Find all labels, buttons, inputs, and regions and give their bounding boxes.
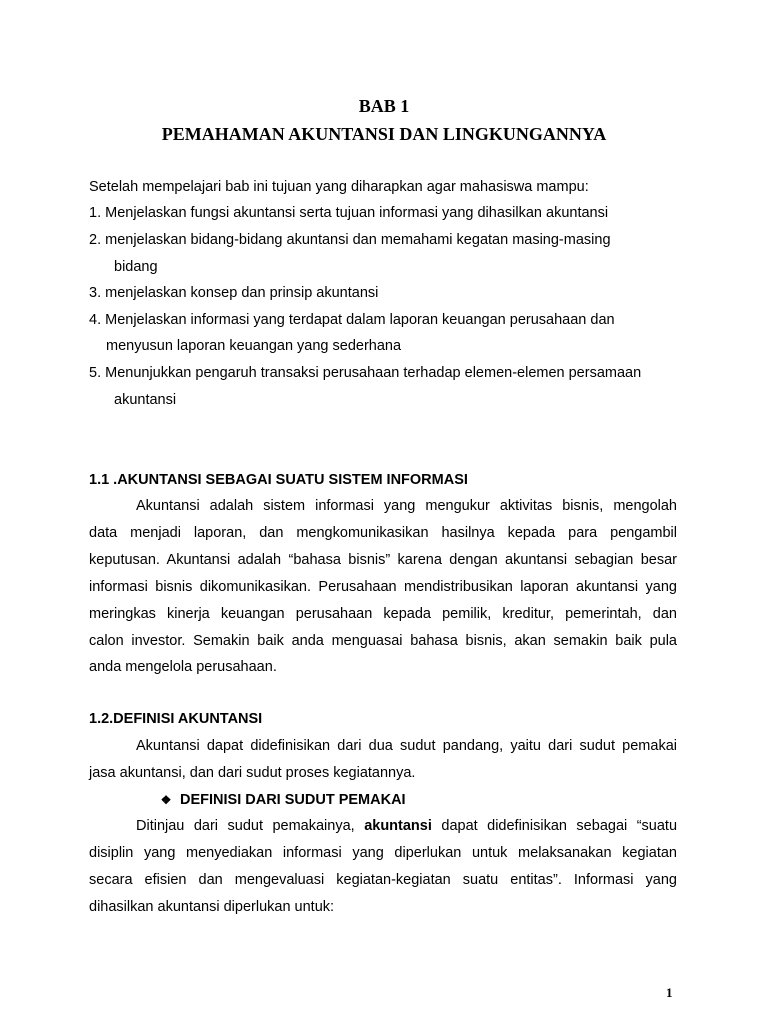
subheading-text: DEFINISI DARI SUDUT PEMAKAI — [180, 792, 406, 808]
section-heading-1-1: 1.1 .AKUNTANSI SEBAGAI SUATU SISTEM INFORMASI — [89, 472, 468, 488]
objective-item-5: 5. Menunjukkan pengaruh transaksi perusahaan terhadap elemen-elemen persamaan — [89, 365, 642, 381]
diamond-bullet-icon: ❖ — [160, 793, 172, 807]
paragraph-line: disiplin yang menyediakan informasi yang diperlukan untuk melaksanakan kegiatan — [89, 845, 677, 861]
paragraph-line: secara efisien dan mengevaluasi kegiatan-kegiatan suatu entitas”. Informasi yang — [89, 872, 677, 888]
paragraph-line: Akuntansi dapat didefinisikan dari dua sudut pandang, yaitu dari sudut pemakai — [136, 738, 677, 754]
paragraph-line: meringkas kinerja keuangan perusahaan kepada pemilik, kreditur, pemerintah, dan — [89, 606, 677, 622]
objective-item-3: 3. menjelaskan konsep dan prinsip akuntansi — [89, 285, 379, 301]
objective-item-4: 4. Menjelaskan informasi yang terdapat dalam laporan keuangan perusahaan dan — [89, 312, 615, 328]
definition-prefix: Ditinjau dari sudut pemakainya, — [136, 818, 355, 834]
paragraph-line: keputusan. Akuntansi adalah “bahasa bisnis” karena dengan akuntansi sebagian besar — [89, 552, 677, 568]
objective-item-2-continued: bidang — [114, 259, 158, 275]
chapter-title: PEMAHAMAN AKUNTANSI DAN LINGKUNGANNYA — [161, 124, 607, 144]
paragraph-line: calon investor. Semakin baik anda menguasai bahasa bisnis, akan semakin baik pula — [89, 633, 677, 649]
chapter-label: BAB 1 — [358, 96, 410, 116]
objective-item-5-continued: akuntansi — [114, 392, 177, 408]
section-heading-1-2: 1.2.DEFINISI AKUNTANSI — [89, 711, 263, 727]
definition-suffix: dapat didefinisikan sebagai “suatu — [441, 818, 678, 834]
subheading-user-perspective — [158, 790, 406, 810]
paragraph-line — [136, 816, 677, 836]
objectives-intro: Setelah mempelajari bab ini tujuan yang diharapkan agar mahasiswa mampu: — [89, 179, 589, 195]
objective-item-1: 1. Menjelaskan fungsi akuntansi serta tujuan informasi yang dihasilkan akuntansi — [89, 205, 609, 221]
paragraph-line: jasa akuntansi, dan dari sudut proses kegiatannya. — [89, 765, 416, 781]
paragraph-line: dihasilkan akuntansi diperlukan untuk: — [89, 899, 335, 915]
definition-term: akuntansi — [364, 818, 432, 834]
objective-item-4-continued: menyusun laporan keuangan yang sederhana — [106, 338, 402, 354]
paragraph-line: Akuntansi adalah sistem informasi yang mengukur aktivitas bisnis, mengolah — [136, 498, 677, 514]
paragraph-line: informasi bisnis dikomunikasikan. Perusahaan mendistribusikan laporan akuntansi yang — [89, 579, 677, 595]
paragraph-line: data menjadi laporan, dan mengkomunikasikan hasilnya kepada para pengambil — [89, 525, 677, 541]
page-number: 1 — [666, 985, 673, 1000]
paragraph-line: anda mengelola perusahaan. — [89, 659, 277, 675]
objective-item-2: 2. menjelaskan bidang-bidang akuntansi dan memahami kegatan masing-masing — [89, 232, 611, 248]
